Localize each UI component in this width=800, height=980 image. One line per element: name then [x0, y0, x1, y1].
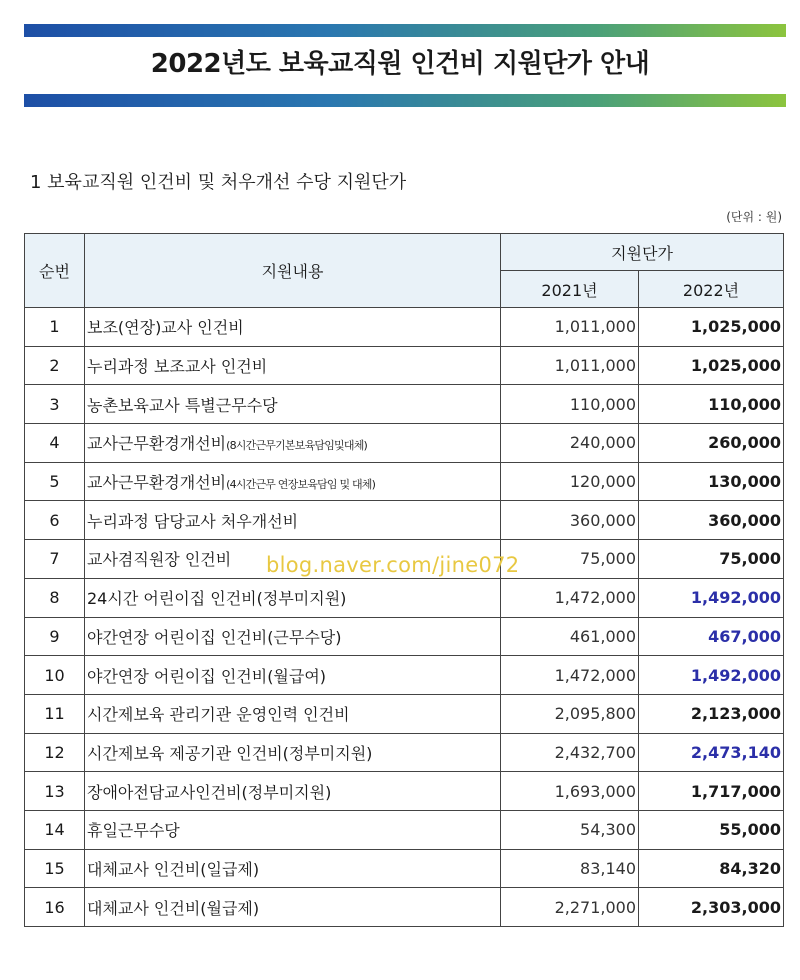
- row-number: 5: [25, 462, 85, 501]
- value-2022: 110,000: [639, 385, 784, 424]
- row-content-text: 야간연장 어린이집 인건비(월급여): [87, 666, 327, 686]
- row-number: 9: [25, 617, 85, 656]
- value-2021: 360,000: [501, 501, 639, 540]
- table-row: [25, 308, 784, 347]
- value-2021: 1,693,000: [501, 772, 639, 811]
- row-content-text: 야간연장 어린이집 인건비(근무수당): [87, 627, 342, 647]
- row-content: [85, 733, 501, 772]
- row-content: [85, 772, 501, 811]
- value-2021: 75,000: [501, 540, 639, 579]
- value-2022: 260,000: [639, 424, 784, 463]
- value-2022: 1,025,000: [639, 346, 784, 385]
- value-2022: 1,717,000: [639, 772, 784, 811]
- table-row: [25, 346, 784, 385]
- row-number: 10: [25, 656, 85, 695]
- table-row: [25, 733, 784, 772]
- page-title: 2022년도 보육교직원 인건비 지원단가 안내: [150, 49, 650, 79]
- support-rate-table: [24, 233, 784, 927]
- table-row: [25, 656, 784, 695]
- value-2022: 2,123,000: [639, 694, 784, 733]
- row-content: [85, 617, 501, 656]
- value-2021: 54,300: [501, 810, 639, 849]
- value-2022: 2,473,140: [639, 733, 784, 772]
- value-2022: 75,000: [639, 540, 784, 579]
- row-number: 3: [25, 385, 85, 424]
- header-no: 순번: [25, 234, 85, 308]
- row-content: [85, 346, 501, 385]
- bottom-gradient-bar: [24, 94, 786, 107]
- row-content-text: 교사겸직원장 인건비: [87, 550, 232, 570]
- row-content: [85, 694, 501, 733]
- value-2022: 2,303,000: [639, 888, 784, 927]
- table-row: [25, 501, 784, 540]
- row-number: 14: [25, 810, 85, 849]
- row-content-note: (8시간근무기본보육담임및대체): [226, 439, 368, 453]
- row-content: [85, 810, 501, 849]
- row-content: [85, 308, 501, 347]
- table-body: [25, 308, 784, 927]
- table-row: [25, 888, 784, 927]
- row-content-text: 시간제보육 제공기관 인건비(정부미지원): [87, 743, 373, 763]
- table-row: [25, 424, 784, 463]
- value-2021: 1,472,000: [501, 656, 639, 695]
- value-2022: 1,492,000: [639, 578, 784, 617]
- row-content-note: (4시간근무 연장보육담임 및 대체): [226, 478, 376, 492]
- row-content-text: 24시간 어린이집 인건비(정부미지원): [87, 589, 347, 609]
- table-row: [25, 772, 784, 811]
- row-content-text: 시간제보육 관리기관 운영인력 인건비: [87, 705, 350, 725]
- row-number: 6: [25, 501, 85, 540]
- value-2021: 461,000: [501, 617, 639, 656]
- row-content: [85, 578, 501, 617]
- row-content: [85, 501, 501, 540]
- value-2022: 84,320: [639, 849, 784, 888]
- row-number: 4: [25, 424, 85, 463]
- row-content: [85, 849, 501, 888]
- row-number: 1: [25, 308, 85, 347]
- watermark-text: blog.naver.com/jine072: [266, 553, 520, 577]
- table-row: [25, 578, 784, 617]
- top-gradient-bar: [24, 24, 786, 37]
- row-content-text: 장애아전담교사인건비(정부미지원): [87, 782, 332, 802]
- row-content: [85, 888, 501, 927]
- row-number: 13: [25, 772, 85, 811]
- value-2022: 1,025,000: [639, 308, 784, 347]
- row-number: 7: [25, 540, 85, 579]
- row-number: 11: [25, 694, 85, 733]
- row-content-text: 대체교사 인건비(월급제): [87, 898, 260, 918]
- table-row: [25, 462, 784, 501]
- row-content-text: 대체교사 인건비(일급제): [87, 859, 260, 879]
- row-content: [85, 462, 501, 501]
- row-content-text: 휴일근무수당: [87, 821, 180, 841]
- header-2021: 2021년: [501, 271, 639, 308]
- table-row: [25, 617, 784, 656]
- row-content-text: 교사근무환경개선비: [87, 473, 227, 493]
- row-content-text: 농촌보육교사 특별근무수당: [87, 395, 278, 415]
- value-2021: 1,011,000: [501, 308, 639, 347]
- value-2021: 2,432,700: [501, 733, 639, 772]
- value-2021: 240,000: [501, 424, 639, 463]
- table-row: [25, 849, 784, 888]
- table-row: [25, 694, 784, 733]
- row-content-text: 누리과정 보조교사 인건비: [87, 357, 268, 377]
- value-2021: 83,140: [501, 849, 639, 888]
- unit-note: (단위 : 원): [726, 210, 782, 224]
- value-2021: 1,472,000: [501, 578, 639, 617]
- row-content: [85, 385, 501, 424]
- value-2021: 2,095,800: [501, 694, 639, 733]
- header-price-group: 지원단가: [501, 234, 784, 271]
- row-content-text: 누리과정 담당교사 처우개선비: [87, 511, 299, 531]
- row-content: [85, 656, 501, 695]
- row-content: [85, 424, 501, 463]
- value-2022: 467,000: [639, 617, 784, 656]
- table-row: [25, 810, 784, 849]
- value-2021: 120,000: [501, 462, 639, 501]
- header-2022: 2022년: [639, 271, 784, 308]
- table-row: [25, 385, 784, 424]
- row-number: 12: [25, 733, 85, 772]
- value-2022: 1,492,000: [639, 656, 784, 695]
- row-number: 16: [25, 888, 85, 927]
- row-content-text: 교사근무환경개선비: [87, 434, 227, 454]
- header-content: 지원내용: [85, 234, 501, 308]
- value-2022: 360,000: [639, 501, 784, 540]
- value-2021: 110,000: [501, 385, 639, 424]
- value-2022: 55,000: [639, 810, 784, 849]
- section-heading: 1 보육교직원 인건비 및 처우개선 수당 지원단가: [30, 172, 407, 193]
- value-2021: 1,011,000: [501, 346, 639, 385]
- value-2022: 130,000: [639, 462, 784, 501]
- row-content-text: 보조(연장)교사 인건비: [87, 318, 244, 338]
- row-number: 2: [25, 346, 85, 385]
- row-number: 15: [25, 849, 85, 888]
- value-2021: 2,271,000: [501, 888, 639, 927]
- row-number: 8: [25, 578, 85, 617]
